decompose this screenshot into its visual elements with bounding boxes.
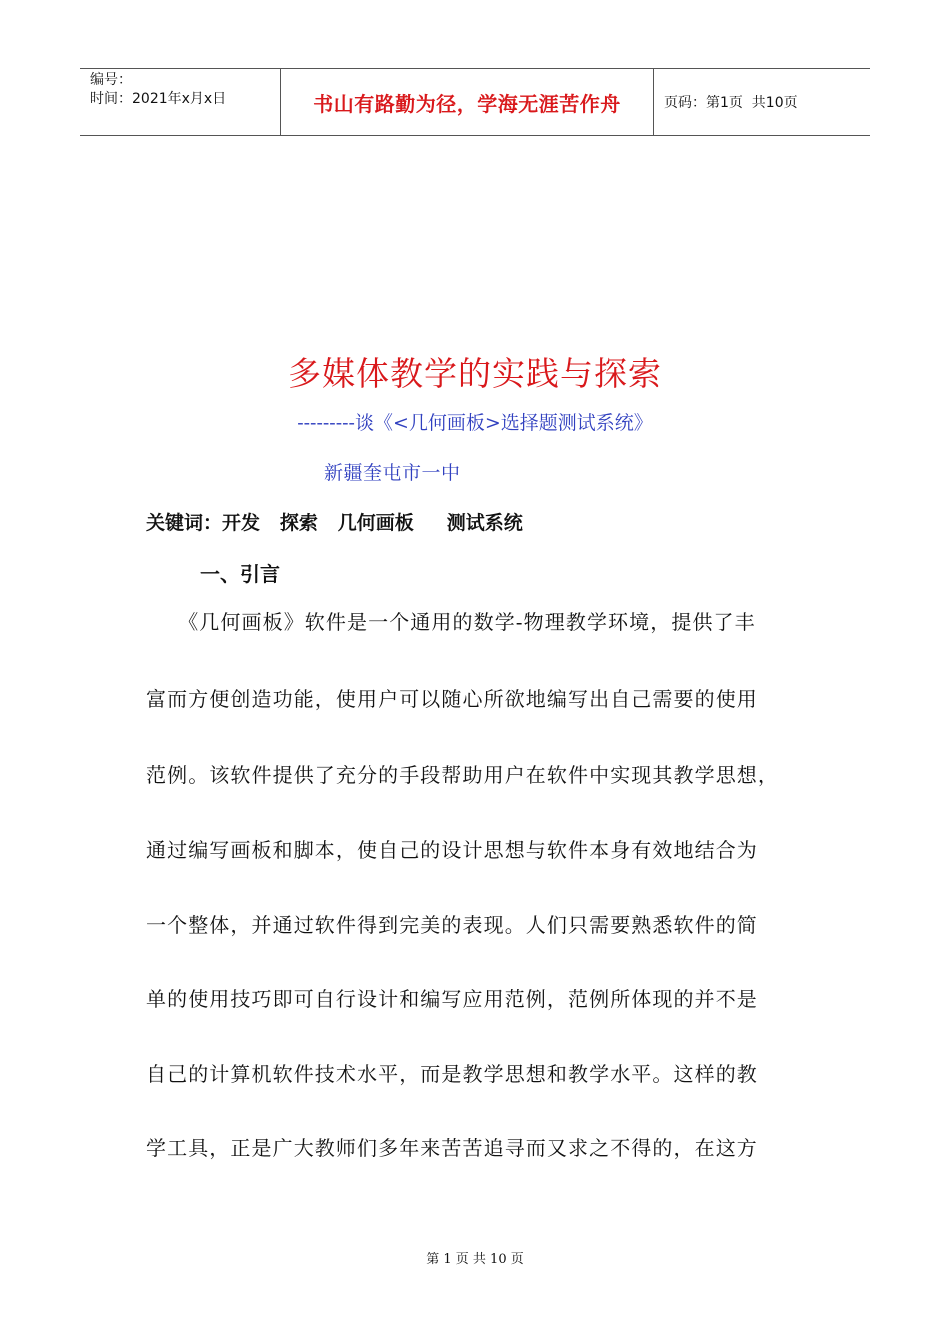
document-subtitle: ---------谈《<几何画板>选择题测试系统》 — [297, 412, 653, 434]
header-page-info: 页码：第1页 共10页 — [664, 95, 798, 111]
header-motto: 书山有路勤为径，学海无涯苦作舟 — [313, 91, 621, 116]
paragraph-line: 自己的计算机软件技术水平，而是教学思想和教学水平。这样的教 — [146, 1062, 758, 1086]
paragraph-line: 单的使用技巧即可自行设计和编写应用范例，范例所体现的并不是 — [146, 987, 758, 1011]
paragraph-line: 富而方便创造功能，使用户可以随心所欲地编写出自己需要的使用 — [146, 687, 758, 711]
document-number-label: 编号： — [90, 72, 132, 88]
header-page-cell — [654, 69, 870, 135]
paragraph-line: 通过编写画板和脚本，使自己的设计思想与软件本身有效地结合为 — [146, 838, 758, 862]
keywords-line: 关键词：开发 探索 几何画板 测试系统 — [146, 512, 523, 534]
document-title: 多媒体教学的实践与探索 — [288, 354, 662, 393]
document-header — [80, 68, 870, 136]
document-date-label: 时间：2021年x月x日 — [90, 91, 227, 107]
header-meta-cell — [80, 69, 281, 135]
paragraph-line: 一个整体，并通过软件得到完美的表现。人们只需要熟悉软件的简 — [146, 913, 758, 937]
paragraph-line: 范例。该软件提供了充分的手段帮助用户在软件中实现其教学思想， — [146, 763, 779, 787]
section-heading: 一、引言 — [200, 562, 280, 586]
paragraph-line: 学工具，正是广大教师们多年来苦苦追寻而又求之不得的，在这方 — [146, 1136, 758, 1160]
page-footer: 第 1 页 共 10 页 — [426, 1252, 524, 1267]
paragraph-line: 《几何画板》软件是一个通用的数学-物理教学环境，提供了丰 — [146, 610, 756, 634]
author-school: 新疆奎屯市一中 — [324, 462, 461, 484]
header-motto-cell — [281, 69, 654, 135]
